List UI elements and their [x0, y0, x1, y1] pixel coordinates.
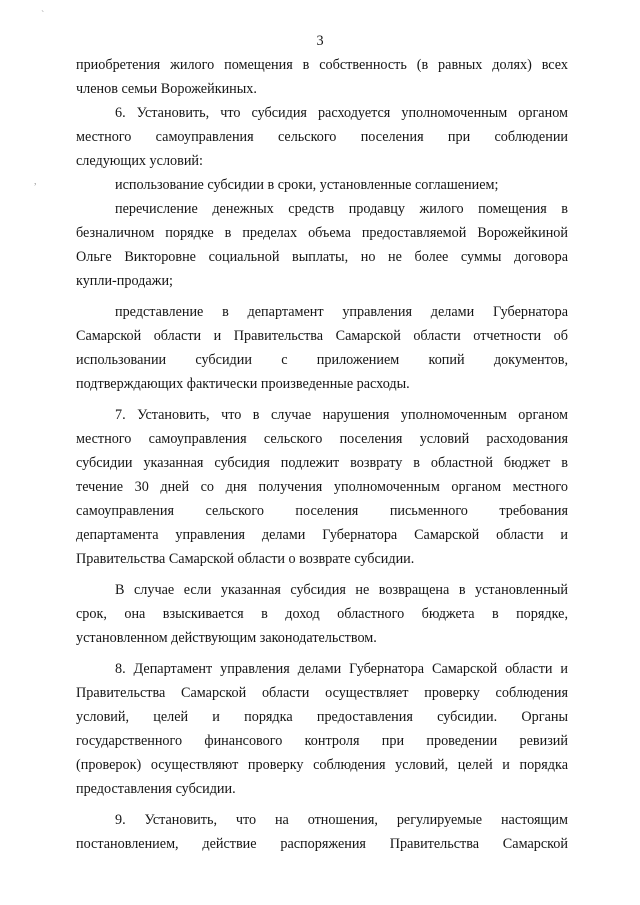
text-line: 8. Департамент управления делами Губернатора Самарской области и — [115, 661, 568, 677]
text-line: срок, она взыскивается в доход областного бюджета в порядке, — [76, 606, 568, 622]
paragraph-item-9 — [76, 808, 568, 856]
paragraph-item-7 — [76, 403, 568, 571]
text-line: течение 30 дней со дня получения уполномоченным органом местного — [76, 479, 568, 495]
text-line: В случае если указанная субсидия не возвращена в установленный — [115, 582, 568, 598]
text-line: купли-продажи; — [76, 273, 173, 289]
paragraph-condition-2 — [76, 197, 568, 293]
document-body — [76, 53, 568, 856]
text-line: Самарской области и Правительства Самарской области отчетности об — [76, 328, 568, 344]
text-line: предоставления субсидии. — [76, 781, 236, 797]
paragraph-condition-1 — [76, 173, 568, 197]
text-line: 9. Установить, что на отношения, регулируемые настоящим — [115, 812, 568, 828]
text-line: условий, целей и порядка предоставления субсидии. Органы — [76, 709, 568, 725]
text-line: использование субсидии в сроки, установленные соглашением; — [115, 177, 499, 193]
text-line: (проверок) осуществляют проверку соблюдения условий, целей и порядка — [76, 757, 568, 773]
text-line: членов семьи Ворожейкиных. — [76, 81, 257, 97]
text-line: 7. Установить, что в случае нарушения уполномоченным органом — [115, 407, 568, 423]
text-line: Ольге Викторовне социальной выплаты, но не более суммы договора — [76, 249, 568, 265]
text-line: местного самоуправления сельского поселения условий расходования — [76, 431, 568, 447]
paragraph-item-6 — [76, 101, 568, 173]
scan-mark: ` — [41, 10, 45, 21]
page-number: 3 — [316, 33, 324, 49]
text-line: представление в департамент управления делами Губернатора — [115, 304, 568, 320]
text-line: 6. Установить, что субсидия расходуется уполномоченным органом — [115, 105, 568, 121]
text-line: подтверждающих фактически произведенные расходы. — [76, 376, 410, 392]
text-line: следующих условий: — [76, 153, 203, 169]
text-line: безналичном порядке в пределах объема предоставляемой Ворожейкиной — [76, 225, 568, 241]
text-line: Правительства Самарской области осуществляет проверку соблюдения — [76, 685, 568, 701]
paragraph-refund-note — [76, 578, 568, 650]
text-line: департамента управления делами Губернатора Самарской области и — [76, 527, 568, 543]
paragraph-item-8 — [76, 657, 568, 801]
text-line: местного самоуправления сельского поселения при соблюдении — [76, 129, 568, 145]
paragraph-condition-3 — [76, 300, 568, 396]
text-line: государственного финансового контроля при проведении ревизий — [76, 733, 568, 749]
text-line: использовании субсидии с приложением копий документов, — [76, 352, 568, 368]
text-line: самоуправления сельского поселения письменного требования — [76, 503, 568, 519]
text-line: перечисление денежных средств продавцу жилого помещения в — [115, 201, 568, 217]
paragraph-continuation — [76, 53, 568, 101]
text-line: приобретения жилого помещения в собственность (в равных долях) всех — [76, 57, 568, 73]
text-line: Правительства Самарской области о возврате субсидии. — [76, 551, 415, 567]
text-line: постановлением, действие распоряжения Правительства Самарской — [76, 836, 568, 852]
scan-mark: , — [34, 176, 37, 187]
text-line: субсидии указанная субсидия подлежит возврату в областной бюджет в — [76, 455, 568, 471]
text-line: установленном действующим законодательством. — [76, 630, 377, 646]
